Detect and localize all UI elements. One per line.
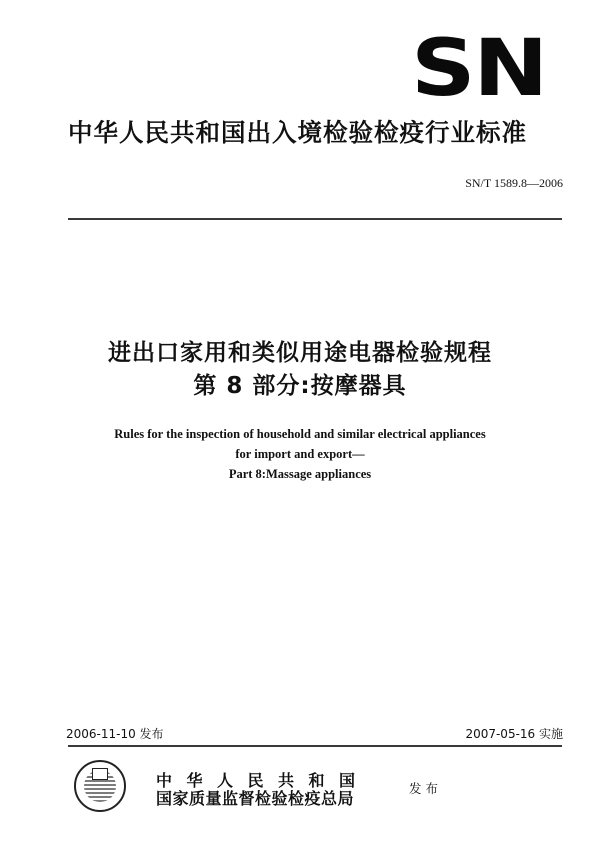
issue-date: 2006-11-10 发布: [66, 727, 164, 741]
publisher-line-1: 中华人民共和国: [156, 771, 370, 790]
english-title-line-2: for import and export—: [235, 447, 365, 461]
header-divider: [68, 218, 562, 220]
publisher-line-2: 国家质量监督检验检疫总局: [156, 789, 355, 808]
english-title-line-1: Rules for the inspection of household and similar electrical appliances: [114, 427, 486, 441]
standard-number: SN/T 1589.8—2006: [465, 176, 563, 190]
sn-logo: SN: [411, 24, 547, 114]
seal-emblem: [92, 768, 108, 780]
official-seal-icon: [74, 760, 126, 812]
chinese-title-line-1: 进出口家用和类似用途电器检验规程: [108, 340, 492, 366]
organization-title: 中华人民共和国出入境检验检疫行业标准: [68, 118, 527, 147]
release-label: 发布: [409, 781, 443, 796]
english-title-line-3: Part 8:Massage appliances: [228, 467, 372, 481]
implementation-date: 2007-05-16 实施: [465, 727, 563, 741]
chinese-title-line-2: 第 8 部分:按摩器具: [193, 373, 407, 399]
footer-divider: [68, 745, 562, 747]
